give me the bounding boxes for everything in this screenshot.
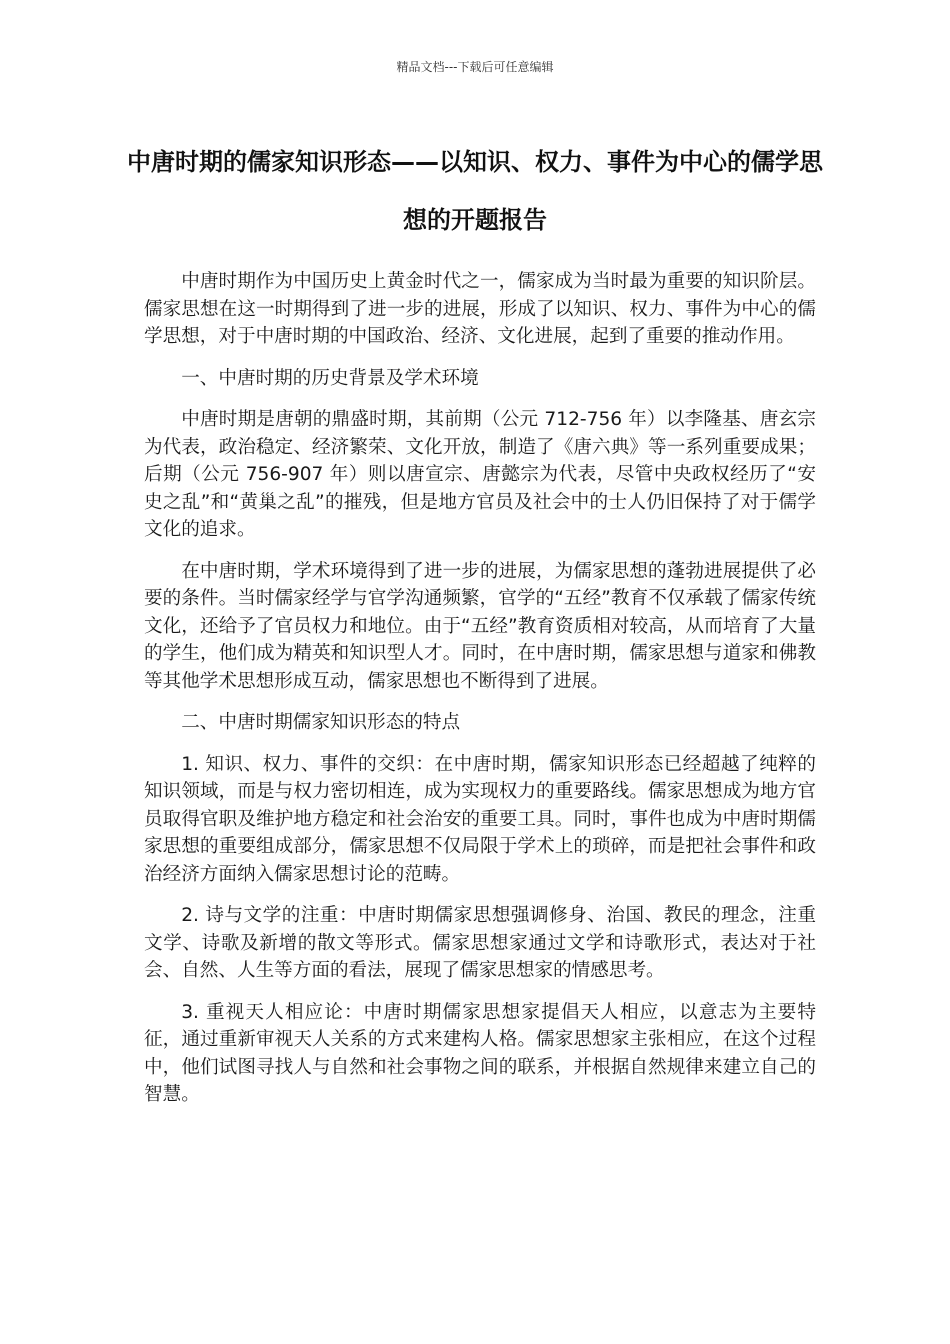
document-title: 中唐时期的儒家知识形态——以知识、权力、事件为中心的儒学思想的开题报告: [127, 148, 823, 234]
section-heading-1: 一、中唐时期的历史背景及学术环境: [181, 367, 479, 389]
paragraph-intro: 中唐时期作为中国历史上黄金时代之一，儒家成为当时最为重要的知识阶层。儒家思想在这一时期得到了进一步的进展，形成了以知识、权力、事件为中心的儒学思想，对于中唐时期的中国政治、经济、文化进展，起到了重要的推动作用。: [144, 271, 816, 347]
document-body: [144, 268, 816, 1123]
header-note: 精品文档---下载后可任意编辑: [396, 60, 554, 74]
paragraph-academic-environment: 在中唐时期，学术环境得到了进一步的进展，为儒家思想的蓬勃进展提供了必要的条件。当时儒家经学与官学沟通频繁，官学的“五经”教育不仅承载了儒家传统文化，还给予了官员权力和地位。由于“五经”教育资质相对较高，从而培育了大量的学生，他们成为精英和知识型人才。同时，在中唐时期，儒家思想与道家和佛教等其他学术思想形成互动，儒家思想也不断得到了进展。: [144, 560, 816, 692]
paragraph-background: 中唐时期是唐朝的鼎盛时期，其前期（公元 712-756 年）以李隆基、唐玄宗为代表，政治稳定、经济繁荣、文化开放，制造了《唐六典》等一系列重要成果；后期（公元 756-907 年）则以唐宣宗、唐懿宗为代表，尽管中央政权经历了“安史之乱”和“黄巢之乱”的摧残，但是地方官员及社会中的士人仍旧保持了对于儒学文化的追求。: [144, 409, 816, 540]
paragraph-feature-3: 3. 重视天人相应论：中唐时期儒家思想家提倡天人相应，以意志为主要特征，通过重新审视天人关系的方式来建构人格。儒家思想家主张相应，在这个过程中，他们试图寻找人与自然和社会事物之间的联系，并根据自然规律来建立自己的智慧。: [144, 1001, 816, 1105]
paragraph-feature-1: 1. 知识、权力、事件的交织：在中唐时期，儒家知识形态已经超越了纯粹的知识领域，而是与权力密切相连，成为实现权力的重要路线。儒家思想成为地方官员取得官职及维护地方稳定和社会治安的重要工具。同时，事件也成为中唐时期儒家思想的重要组成部分，儒家思想不仅局限于学术上的琐碎，而是把社会事件和政治经济方面纳入儒家思想讨论的范畴。: [144, 753, 816, 885]
paragraph-feature-2: 2. 诗与文学的注重：中唐时期儒家思想强调修身、治国、教民的理念，注重文学、诗歌及新增的散文等形式。儒家思想家通过文学和诗歌形式，表达对于社会、自然、人生等方面的看法，展现了儒家思想家的情感思考。: [144, 905, 816, 981]
section-heading-2: 二、中唐时期儒家知识形态的特点: [181, 712, 461, 733]
